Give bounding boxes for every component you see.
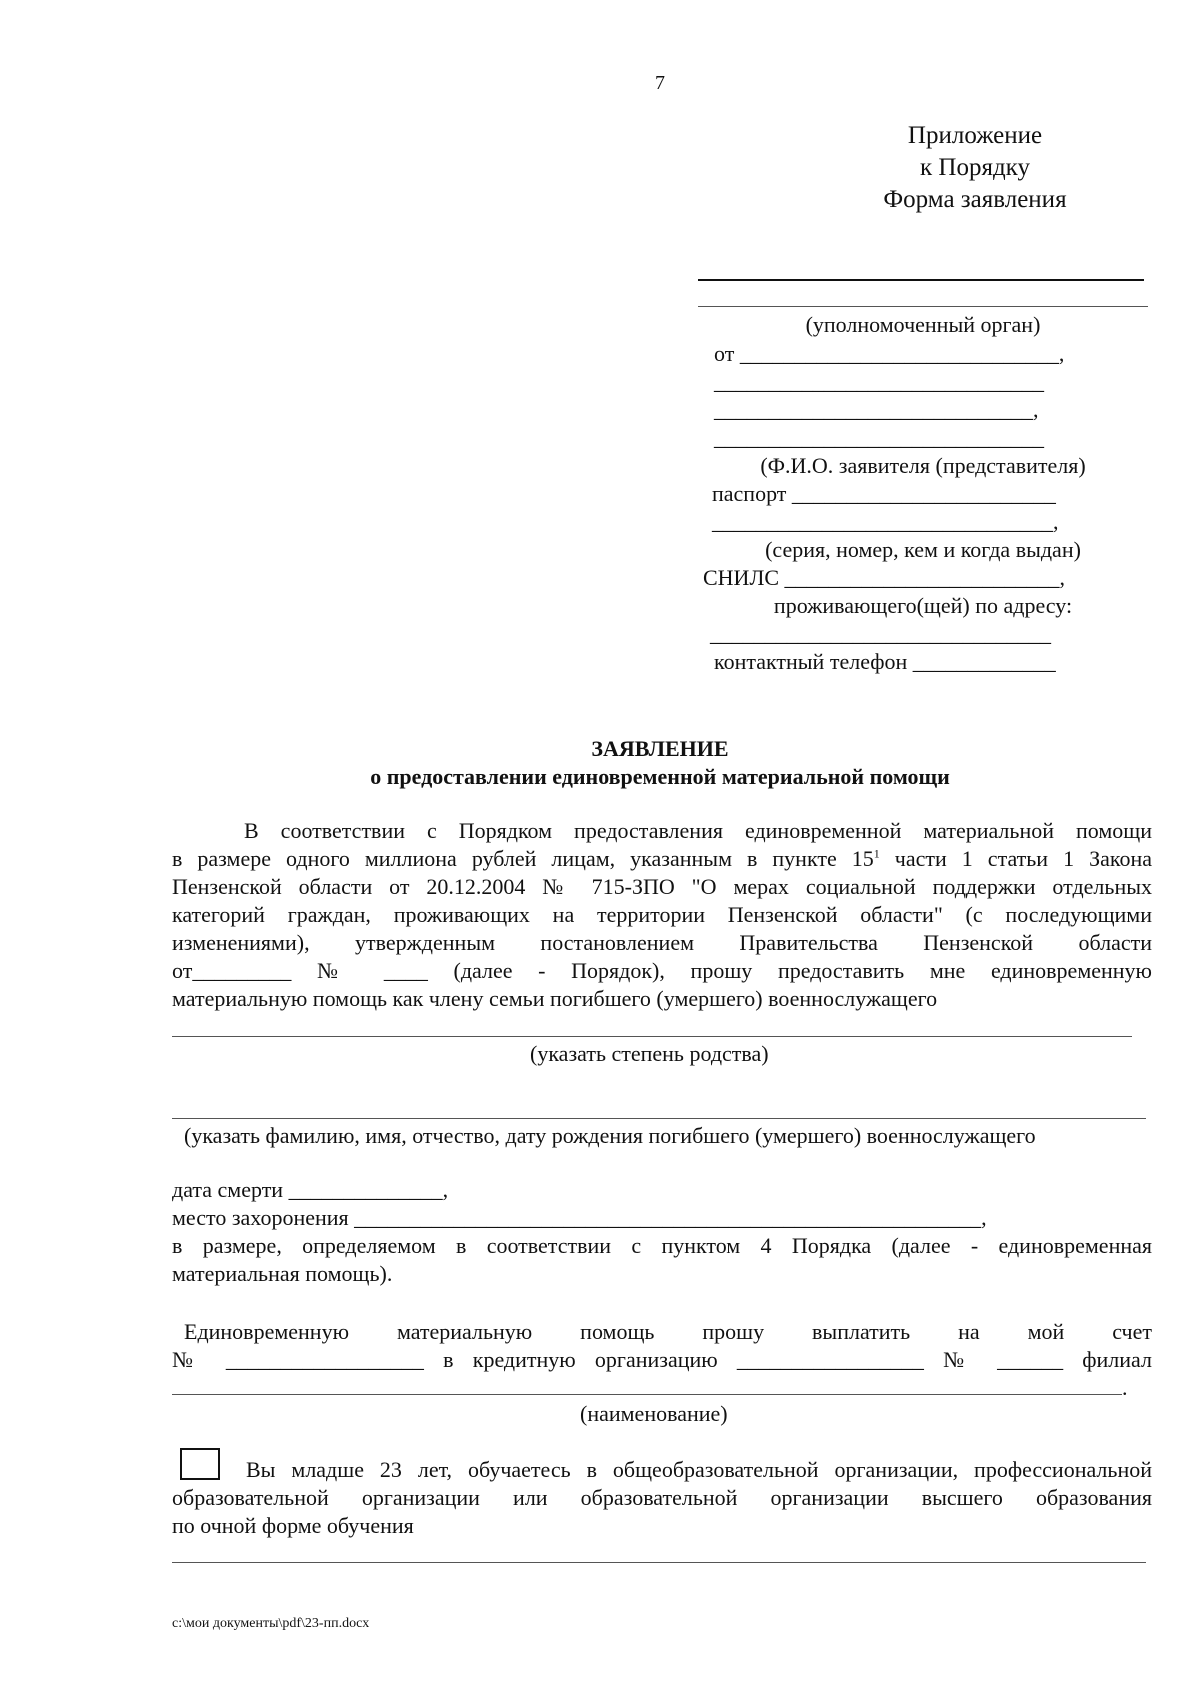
authority-caption: (уполномоченный орган) xyxy=(805,312,1041,337)
residence-label: проживающего(щей) по адресу: xyxy=(773,593,1073,618)
applicant-blank-line-1[interactable]: ______________________________ xyxy=(714,369,1044,394)
passport-blank-line[interactable]: _______________________________, xyxy=(712,509,1059,534)
death-date-line[interactable]: дата смерти ______________, xyxy=(172,1177,449,1202)
checkbox-line-2: образовательной организации или образовательной организации высшего образования xyxy=(172,1485,1152,1510)
document-subtitle: о предоставлении единовременной материальной помощи xyxy=(370,764,950,789)
footer-file-path: c:\мои документы\pdf\23-пп.docx xyxy=(172,1616,370,1631)
bank-name-blank-line[interactable] xyxy=(172,1394,1122,1395)
applicant-blank-line-2[interactable]: _____________________________, xyxy=(714,397,1039,422)
appendix-line-3: Форма заявления xyxy=(883,186,1067,213)
authority-blank-line-1[interactable] xyxy=(698,279,1144,281)
burial-place-line[interactable]: место захоронения _________________________________________________________, xyxy=(172,1205,987,1230)
payment-line-2[interactable]: № __________________ в кредитную организацию _________________ № ______ филиал xyxy=(172,1347,1152,1372)
kinship-caption: (указать степень родства) xyxy=(530,1041,769,1066)
amount-paragraph xyxy=(172,1232,1152,1288)
appendix-header xyxy=(780,120,1170,216)
authority-blank-line-2[interactable] xyxy=(698,306,1148,307)
bank-caption: (наименование) xyxy=(580,1401,728,1426)
page-number: 7 xyxy=(655,72,665,94)
address-blank-line[interactable]: _______________________________ xyxy=(710,621,1051,646)
paragraph-line-6[interactable]: от_________ № ____ (далее - Порядок), прошу предоставить мне единовременную xyxy=(172,958,1152,983)
deceased-caption: (указать фамилию, имя, отчество, дату рождения погибшего (умершего) военнослужащего xyxy=(184,1123,1036,1148)
phone-line[interactable]: контактный телефон _____________ xyxy=(714,649,1056,674)
paragraph-line-7: материальную помощь как члену семьи погибшего (умершего) военнослужащего xyxy=(172,986,938,1011)
amount-line-1: в размере, определяемом в соответствии с пунктом 4 Порядка (далее - единовременная xyxy=(172,1233,1152,1258)
checkbox-paragraph xyxy=(172,1456,1152,1540)
applicant-blank-line-3[interactable]: ______________________________ xyxy=(714,425,1044,450)
paragraph-line-2-end: части 1 статьи 1 Закона xyxy=(879,846,1153,871)
snils-line[interactable]: СНИЛС _________________________, xyxy=(703,565,1066,590)
paragraph-line-1: В соответствии с Порядком предоставления единовременной материальной помощи xyxy=(244,818,1152,843)
passport-line[interactable]: паспорт ________________________ xyxy=(712,481,1056,506)
amount-line-2: материальная помощь). xyxy=(172,1261,393,1286)
kinship-blank-line[interactable] xyxy=(172,1036,1132,1037)
paragraph-line-4: категорий граждан, проживающих на территории Пензенской области" (с последующими xyxy=(172,902,1152,927)
paragraph-line-2-start: в размере одного миллиона рублей лицам, указанным в пункте 15 xyxy=(172,846,874,871)
footnote-superscript: 1 xyxy=(873,846,880,861)
final-blank-line[interactable] xyxy=(172,1562,1146,1563)
document-title: ЗАЯВЛЕНИЕ xyxy=(591,736,729,761)
payment-paragraph xyxy=(172,1318,1152,1374)
paragraph-line-2 xyxy=(172,845,1152,873)
from-line[interactable]: от _____________________________, xyxy=(714,341,1065,366)
deceased-blank-line[interactable] xyxy=(172,1118,1146,1119)
checkbox-line-1: Вы младше 23 лет, обучаетесь в общеобразовательной организации, профессиональной xyxy=(246,1457,1152,1482)
passport-caption: (серия, номер, кем и когда выдан) xyxy=(765,537,1081,562)
payment-line-1: Единовременную материальную помощь прошу выплатить на мой счет xyxy=(184,1319,1152,1344)
fio-caption: (Ф.И.О. заявителя (представителя) xyxy=(760,453,1086,478)
bank-line-period: . xyxy=(1122,1375,1128,1400)
paragraph-line-3: Пензенской области от 20.12.2004 № 715-ЗПО "О мерах социальной поддержки отдельных xyxy=(172,874,1152,899)
main-paragraph xyxy=(172,817,1152,1013)
checkbox-line-3: по очной форме обучения xyxy=(172,1513,414,1538)
appendix-line-1: Приложение xyxy=(907,122,1043,149)
paragraph-line-5: изменениями), утвержденным постановлением Правительства Пензенской области xyxy=(172,930,1152,955)
appendix-line-2: к Порядку xyxy=(920,154,1030,181)
